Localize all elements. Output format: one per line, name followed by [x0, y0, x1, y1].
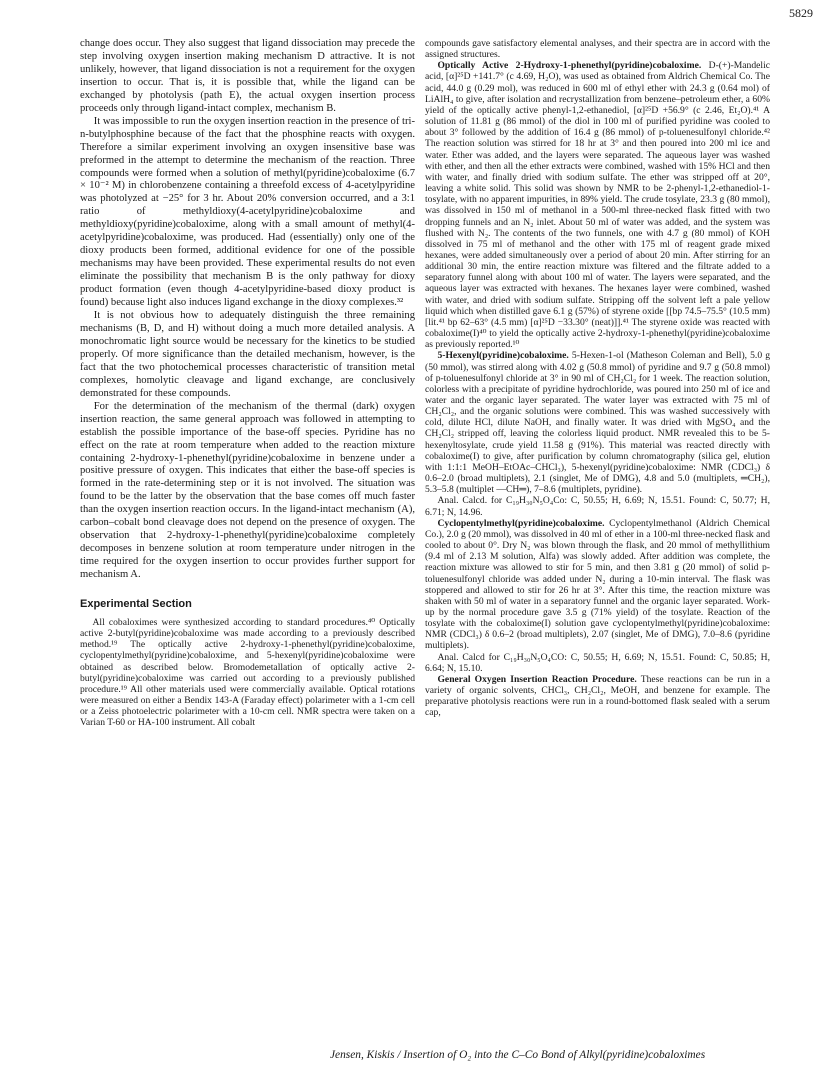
procedure-heading: Cyclopentylmethyl(pyridine)cobaloxime. [437, 517, 605, 529]
procedure-heading: 5-Hexenyl(pyridine)cobaloxime. [437, 350, 569, 362]
body-paragraph: change does occur. They also suggest that ligand dissociation may precede the step involving oxygen insertion making mechanism D attractive. It is not unlikely, however, that ligand dissociation is not a requirement for the oxygen insertion to occur. That is, it is possible that, while the ligand can be exchanged by photolysis (path E), the actual oxygen insertion process proceeds only through ligand-intact complex, mechanism B. [80, 38, 415, 114]
procedure-heading: General Oxygen Insertion Reaction Procedure. [437, 673, 637, 685]
procedure-body: These reactions can be run in a variety of organic solvents, CHCl₃, CH₂Cl₂, MeOH, and benzene for example. The preparative photolysis reactions were run in a round-bottomed flask sealed with a serum cap, [425, 673, 770, 719]
left-column [80, 38, 415, 729]
body-paragraph: For the determination of the mechanism of the thermal (dark) oxygen insertion reaction, the same general approach was followed in attempting to establish the possible importance of the base-off species. Pyridine has no effect on the rate at room temperature when added to the reaction mixture containing 2-hydroxy-1-phenethyl(pyridine)cobaloxime in benzene under a positive pressure of oxygen. This indicates that either the base-off species is formed in the rate-determining step or it is not involved. The situation was found to be the latter by the observation that the base comes off much faster than the oxygen insertion reaction occurs. In the ligand-intact mechanism (A), carbon–cobalt bond cleavage does not depend on the presence of oxygen. The observation that 2-hydroxy-1-phenethyl(pyridine)cobaloxime completely decomposes in benzene solution at room temperature under nitrogen in the time required for the oxygen insertion to occur provides further support for mechanism A. [80, 400, 415, 581]
body-paragraph: compounds gave satisfactory elemental analyses, and their spectra are in accord with the assigned structures. [425, 38, 770, 61]
analysis-text: Anal. Calcd for C₁₉H₃₀N₅O₄CO: C, 50.55; H, 6.69; N, 15.51. Found: C, 50.85; H, 6.64; N, 15.10. [425, 651, 770, 674]
right-column [425, 38, 770, 719]
analysis-paragraph [425, 652, 770, 674]
running-footer: Jensen, Kiskis / Insertion of O₂ into the C–Co Bond of Alkyl(pyridine)cobaloximes [330, 1049, 706, 1061]
analysis-paragraph [425, 495, 770, 517]
procedure-paragraph [425, 350, 770, 495]
procedure-paragraph [425, 674, 770, 719]
procedure-paragraph [425, 518, 770, 652]
procedure-paragraph [425, 60, 770, 350]
experimental-paragraph: All cobaloximes were synthesized according to standard procedures.⁴⁰ Optically active 2-butyl(pyridine)cobaloxime was made according to a previously described method.¹⁹ The optically active 2-hydroxy-1-phenethyl(pyridine)cobaloxime, cyclopentylmethyl(pyridine)cobaloxime, and 5-hexenyl(pyridine)cobaloxime were obtained as described below. Bromodemetallation of optically active 2-butyl(pyridine)cobaloxime was carried out according to a previously published procedure.¹⁹ All other materials used were commercially available. Optical rotations were measured on either a Bendix 143-A (Faraday effect) polarimeter with a 1-cm cell or a Zeiss photoelectric polarimeter with a 10-cm cell. NMR spectra were taken on a Varian T-60 or HA-100 instrument. All cobalt [80, 616, 415, 729]
procedure-body: Cyclopentylmethanol (Aldrich Chemical Co.), 2.0 g (20 mmol), was dissolved in 40 ml of ether in a 100-ml three-necked flask and cooled to about 0°. Dry N₂ was blown through the flask, and 20 mmol of methyllithium (9.4 ml of 2.13 M solution, Alfa) was slowly added. After addition was complete, the reaction mixture was allowed to stir for 5 min, and then 3.81 g (20 mmol) of solid p-toluenesulfonyl chloride was added under N₂ during a 10-min interval. The flask was stoppered and allowed to stir for 26 hr at 3°. After this time, the reaction mixture was shaken with 50 ml of water in a separatory funnel and the organic layer separated. Work-up by the normal procedure gave 3.5 g (71% yield) of the tosylate. Reaction of the tosylate with the cobaloxime(I) solution gave cyclopentylmethyl(pyridine)cobaloxime: NMR (CDCl₃) δ 0.6–2 (broad multiplets), 2.07 (singlet, Me of DMG), 7.0–8.6 (pyridine multiplets). [425, 517, 770, 652]
section-title: Experimental Section [80, 598, 192, 611]
analysis-text: Anal. Calcd. for C₁₉H₃₀N₅O₄Co: C, 50.55; H, 6.69; N, 15.51. Found: C, 50.77; H, 6.71; N, 14.96. [425, 495, 770, 518]
procedure-body: D-(+)-Mandelic acid, [α]²⁵D +141.7° (c 4.69, H₂O), was used as obtained from Aldrich Chemical Co. The acid, 44.0 g (0.29 mol), was reduced in 600 ml of ethyl ether with 24.3 g (0.64 mol) of LiAlH₄ to give, after isolation and recrystallization from benzene–petroleum ether, a 60% yield of the optically active phenyl-1,2-ethanediol, [α]²⁵D +56.9° (c 2.46, Et₂O).⁴¹ A solution of 11.81 g (86 mmol) of the diol in 100 ml of purified pyridine was cooled to about 3° followed by the addition of 16.4 g (86 mmol) of p-toluenesulfonyl chloride.⁴² The reaction solution was stirred for 18 hr at 3° and then poured into 200 ml ice and water. Ether was added, and the layers were separated. The aqueous layer was washed with ether, and then all the ether extracts were combined, washed with 15% HCl and then with water, and finally dried with sodium sulfate. The ether was stripped off at 20°, leaving a white solid. This solid was shown by NMR to be 2-phenyl-1,2-ethanediol-1-tosylate, with no apparent impurities, in 89% yield. The crude tosylate, 23.3 g (80 mmol), was dissolved in 150 ml of methanol in a 500-ml three-necked flask fitted with two dropping funnels and an N₂ inlet. About 50 ml of water was added, and the system was flushed with N₂. The contents of the two funnels, one with 4.7 g (80 mmol) of KOH dissolved in 75 ml of methanol and the other with 175 ml of reagent grade mixed hexanes, were added simultaneously over a period of about 20 min. After stirring for an additional 30 min, the entire reaction mixture was filtered and the filtrate added to a separatory funnel along with about 100 ml of water. The layers were separated, and the aqueous layer was extracted with hexanes. The hexanes layer were combined, washed with water, and dried with sodium sulfate. Stripping off the solvent left a pale yellow liquid which when distilled gave 6.1 g (57%) of styrene oxide [[bp 74.5–75.5° (10.5 mm) [lit.⁴¹ bp 62–63° (4.5 mm) [α]²⁵D −33.30° (neat)]].⁴¹ The styrene oxide was reacted with cobaloxime(I)⁴⁰ to yield the optically active 2-hydroxy-1-phenethyl(pyridine)cobaloxime as previously reported.¹⁰ [425, 60, 770, 351]
body-paragraph: It is not obvious how to adequately distinguish the three remaining mechanisms (B, D, and H) without doing a much more detailed analysis. A monochromatic light source would be necessary for the kinetics to be studied properly. Of more significance than the detailed mechanism, however, is the fact that the two photochemical processes characteristic of transition metal complexes, homolytic cleavage and ligand exchange, are conclusively demonstrated for these compounds. [80, 310, 415, 399]
page-number: 5829 [789, 6, 813, 20]
procedure-body: 5-Hexen-1-ol (Matheson Coleman and Bell), 5.0 g (50 mmol), was stirred along with 4.02 g (50.8 mmol) of pyridine and 9.7 g (50.8 mmol) of p-toluenesulfonyl chloride at 3° in 90 ml of CH₂Cl₂ for 1 week. The reaction solution, colorless with a precipitate of pyridine hydrochloride, was poured into 250 ml of ice and water and the organic layer separated. The water layer was extracted with 75 ml of CH₂Cl₂, and the organic solutions were combined. This was washed successively with cold, dilute HCl, dilute NaOH, and finally water. It was dried with MgSO₄ and the CH₂Cl₂ stripped off, leaving the colorless liquid product. NMR revealed this to be 5-hexenyltosylate, crude yield 11.58 g (91%). This material was reacted directly with cobaloxime(I) to give, after purification by column chromatography (silica gel, elution with 1:1:1 MeOH–EtOAc–CHCl₃), 5-hexenyl(pyridine)cobaloxime: NMR (CDCl₃) δ 0.6–2.0 (broad multiplets), 2.1 (singlet, Me of DMG), 4.8 and 5.0 (multiplets, ═CH₂), 5.3–5.8 (multiplet —CH═), 7–8.6 (multiplets, pyridine). [425, 350, 770, 496]
procedure-heading: Optically Active 2-Hydroxy-1-phenethyl(pyridine)cobaloxime. [437, 60, 702, 72]
body-paragraph: It was impossible to run the oxygen insertion reaction in the presence of tri-n-butylphosphine because of the fact that the phosphine reacts with oxygen. Therefore a similar experiment involving an oxygen insensitive base was preformed in the attempt to determine the mechanism of the reaction. Three compounds were formed when a solution of methyl(pyridine)cobaloxime (6.7 × 10⁻² M) in chlorobenzene containing a threefold excess of 4-acetylpyridine was photolyzed at −25° for 3 hr. About 20% conversion occurred, and a 3:1 ratio of methyldioxy(4-acetylpyridine)cobaloxime and methyldioxy(pyridine)cobaloxime, along with a small amount of methyl(4-acetylpyridine)cobaloxime, was produced. Had (essentially) only one of the dioxy products been formed, additional evidence for one of the possible mechanisms may have been provided. These experimental results do not even eliminate the possibility that mechanism B is the only pathway for dioxy product formation (even though 4-acetylpyridine-based dioxy product is found) because light also induces ligand exchange in the dioxy complexes.³² [80, 115, 415, 309]
